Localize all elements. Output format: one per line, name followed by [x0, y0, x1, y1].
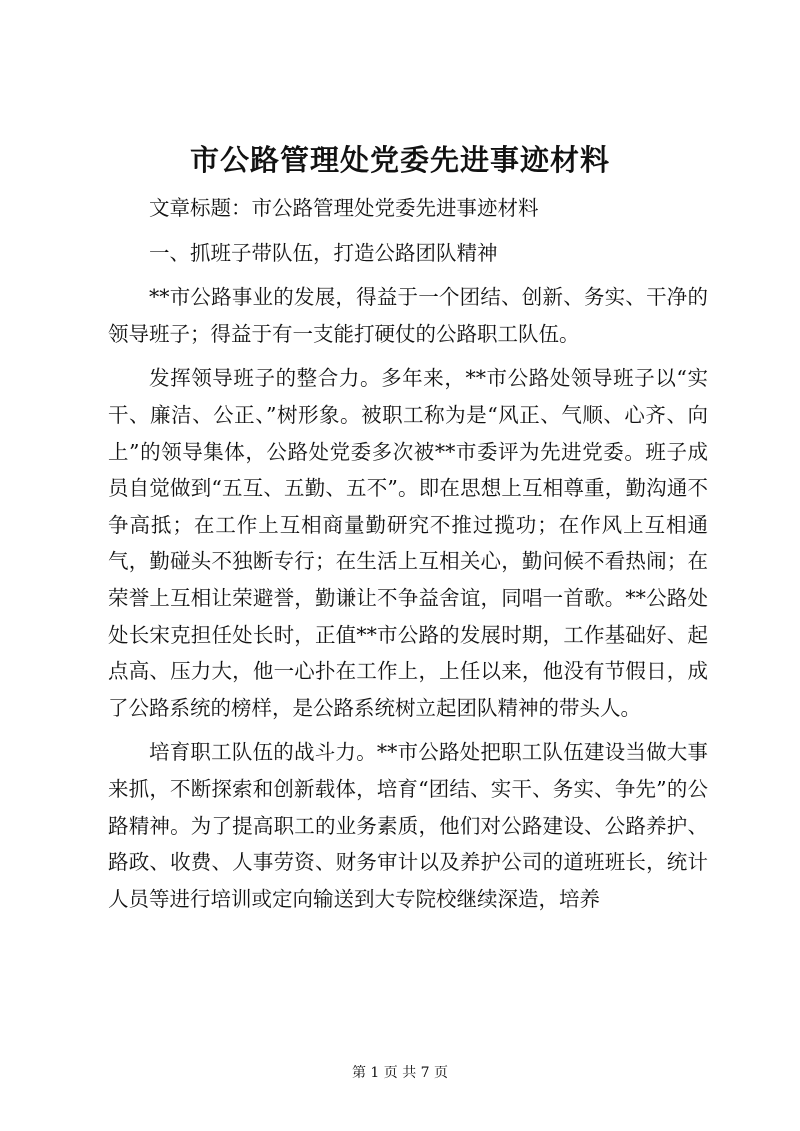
- paragraph-leadership: 发挥领导班子的整合力。多年来，**市公路处领导班子以“实干、廉洁、公正、”树形象。被职工称为是“风正、气顺、心齐、向上”的领导集体，公路处党委多次被**市委评为先进党委。班子成员自觉做到“五互、五勤、五不”。即在思想上互相尊重，勤沟通不争高抵；在工作上互相商量勤研究不推过揽功；在作风上互相通气，勤碰头不独断专行；在生活上互相关心，勤问候不看热闹；在荣誉上互相让荣避誉，勤谦让不争益舍谊，同唱一首歌。**公路处处长宋克担任处长时，正值**市公路的发展时期，工作基础好、起点高、压力大，他一心扑在工作上，上任以来，他没有节假日，成了公路系统的榜样，是公路系统树立起团队精神的带头人。: [108, 366, 708, 720]
- article-title-line: 文章标题：市公路管理处党委先进事迹材料: [149, 196, 539, 220]
- page-number-footer: 第 1 页 共 7 页: [351, 1065, 449, 1081]
- document-body: [108, 190, 708, 917]
- document-title: 市公路管理处党委先进事迹材料: [189, 143, 610, 177]
- paragraph-intro: **市公路事业的发展，得益于一个团结、创新、务实、干净的领导班子；得益于有一支能打硬仗的公路职工队伍。: [108, 285, 708, 346]
- paragraph-workforce: 培育职工队伍的战斗力。**市公路处把职工队伍建设当做大事来抓，不断探索和创新载体，培育“团结、实干、务实、争先”的公路精神。为了提高职工的业务素质，他们对公路建设、公路养护、路政、收费、人事劳资、财务审计以及养护公司的道班班长，统计人员等进行培训或定向输送到大专院校继续深造，培养: [108, 740, 708, 911]
- section-heading: 一、抓班子带队伍，打造公路团队精神: [149, 240, 498, 265]
